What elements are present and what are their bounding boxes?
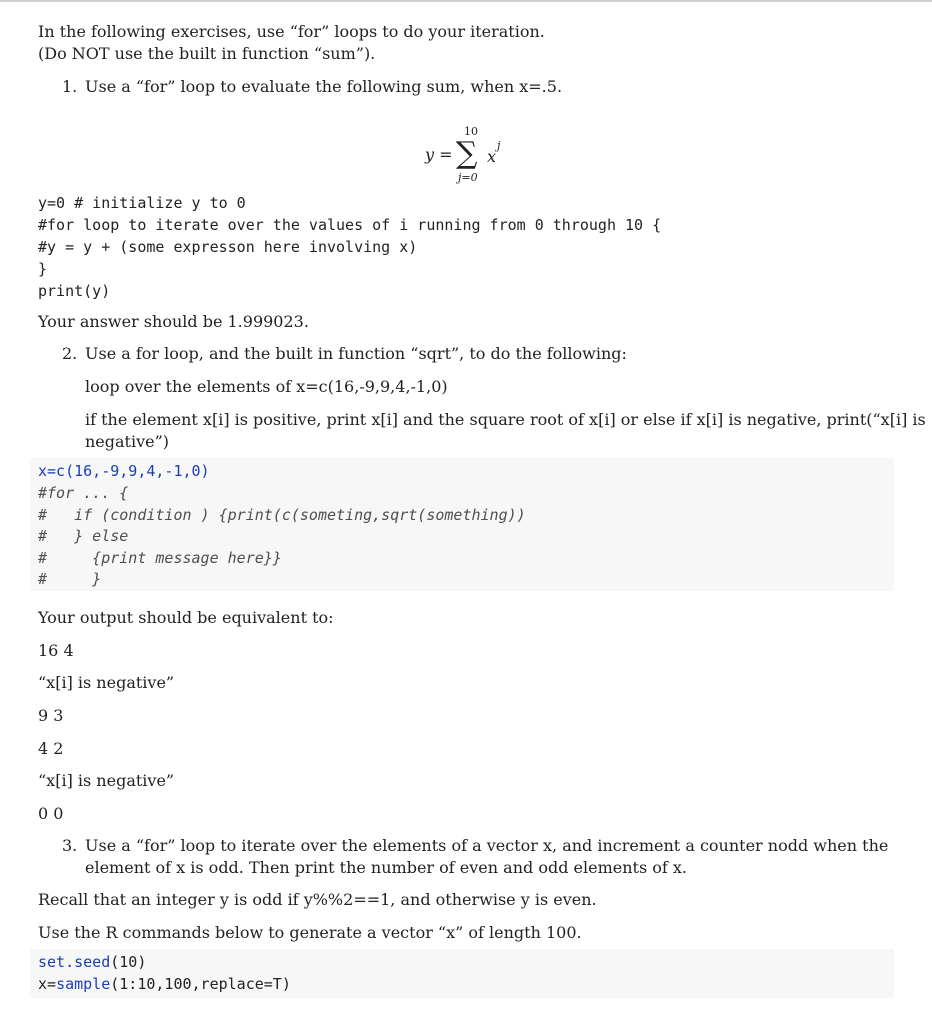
output-line: 9 3 bbox=[38, 706, 64, 725]
code-args: (10) bbox=[110, 953, 147, 971]
q2-if-text-1: if the element x[i] is positive, print x[i] and the square root of x[i] or else if x[i] is negative, print(“x[i] is bbox=[85, 410, 926, 429]
q2-text: Use a for loop, and the built in function “sqrt”, to do the following: bbox=[85, 344, 627, 363]
code-line: # if (condition ) {print(c(someting,sqrt(something)) bbox=[38, 506, 526, 524]
q2-number: 2. bbox=[62, 344, 78, 363]
code-line: #for loop to iterate over the values of i running from 0 through 10 { bbox=[38, 216, 662, 234]
code-assign: x= bbox=[38, 975, 57, 993]
code-line: #y = y + (some expresson here involving x) bbox=[38, 238, 418, 256]
formula-sigma: ∑ bbox=[456, 136, 478, 171]
q3-text-1: Use a “for” loop to iterate over the elements of a vector x, and increment a counter nodd when the bbox=[85, 836, 889, 855]
q2-loop-text: loop over the elements of x=c(16,-9,9,4,-1,0) bbox=[85, 377, 448, 396]
intro-line-2: (Do NOT use the built in function “sum”). bbox=[38, 44, 376, 63]
code-line bbox=[38, 951, 146, 973]
output-line: 4 2 bbox=[38, 739, 64, 758]
formula-lower-limit: j=0 bbox=[458, 171, 478, 184]
q3-text-2: element of x is odd. Then print the number of even and odd elements of x. bbox=[85, 858, 688, 877]
code-fn: set.seed bbox=[38, 953, 111, 971]
q1-text: Use a “for” loop to evaluate the following sum, when x=.5. bbox=[85, 77, 563, 96]
formula-exponent: j bbox=[497, 139, 501, 152]
code-line: x=c(16,-9,9,4,-1,0) bbox=[38, 462, 210, 480]
intro-line-1: In the following exercises, use “for” loops to do your iteration. bbox=[38, 22, 545, 41]
output-line: “x[i] is negative” bbox=[38, 771, 175, 790]
code-line: print(y) bbox=[38, 282, 111, 300]
formula-lhs: y = bbox=[425, 145, 453, 164]
code-args: (1:10,100,replace=T) bbox=[110, 975, 291, 993]
output-line: “x[i] is negative” bbox=[38, 673, 175, 692]
output-line: 16 4 bbox=[38, 641, 74, 660]
q2-if-text-2: negative”) bbox=[85, 432, 170, 451]
code-line: y=0 # initialize y to 0 bbox=[38, 194, 246, 212]
top-divider bbox=[0, 0, 932, 2]
code-fn: sample bbox=[56, 975, 111, 993]
code-line: #for ... { bbox=[38, 484, 129, 502]
output-line: 0 0 bbox=[38, 804, 64, 823]
q3-use: Use the R commands below to generate a vector “x” of length 100. bbox=[38, 923, 582, 942]
code-line: # } bbox=[38, 570, 102, 588]
code-line: # {print message here}} bbox=[38, 549, 282, 567]
q3-number: 3. bbox=[62, 836, 78, 855]
formula-base: x bbox=[487, 147, 497, 166]
code-line: # } else bbox=[38, 527, 129, 545]
q1-number: 1. bbox=[62, 77, 78, 96]
q2-output-label: Your output should be equivalent to: bbox=[38, 608, 334, 627]
code-line bbox=[38, 973, 291, 995]
q1-answer: Your answer should be 1.999023. bbox=[38, 312, 309, 331]
formula-upper-limit: 10 bbox=[464, 125, 478, 138]
code-line: } bbox=[38, 260, 48, 278]
q3-recall: Recall that an integer y is odd if y%%2==1, and otherwise y is even. bbox=[38, 890, 597, 909]
